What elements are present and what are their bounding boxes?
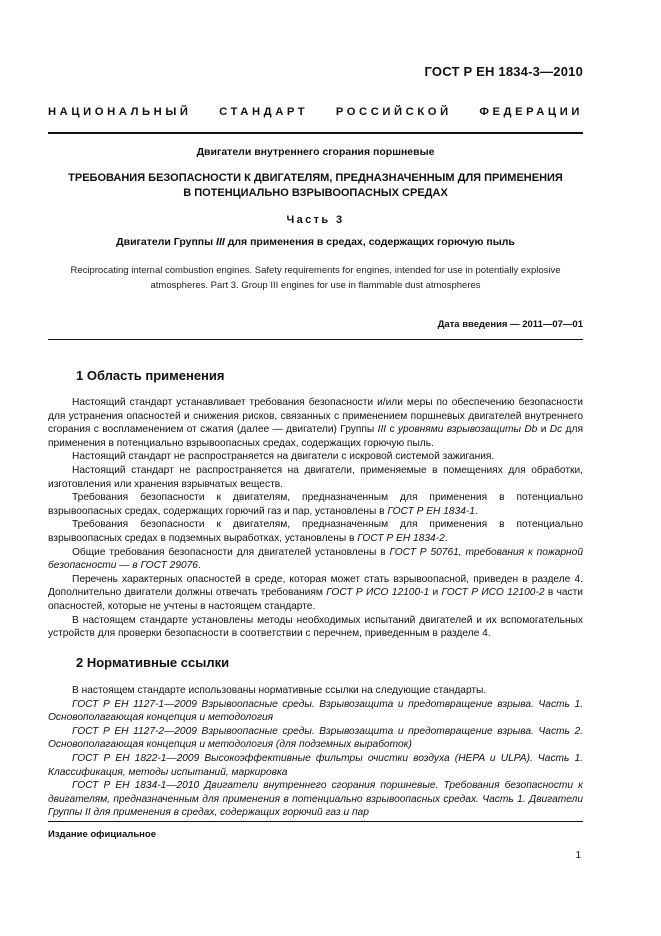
paragraph	[48, 396, 583, 450]
title-line-2: В ПОТЕНЦИАЛЬНО ВЗРЫВООПАСНЫХ СРЕДАХ	[183, 187, 448, 199]
paragraph	[48, 518, 583, 545]
standard-reference: ГОСТ Р ЕН 1834-1	[387, 505, 475, 517]
english-title	[48, 263, 583, 293]
date-divider	[48, 339, 583, 340]
title-line-1: ТРЕБОВАНИЯ БЕЗОПАСНОСТИ К ДВИГАТЕЛЯМ, ПРЕДНАЗНАЧЕННЫМ ДЛЯ ПРИМЕНЕНИЯ	[68, 172, 563, 184]
page-number: 1	[575, 850, 581, 861]
edition-label: Издание официальное	[48, 829, 156, 840]
text: Dc	[549, 424, 563, 436]
text: уровнями взрывозащиты Db	[397, 424, 538, 436]
document-title	[48, 171, 583, 201]
gost-number: ГОСТ Р ЕН 1834-3—2010	[424, 64, 583, 79]
text: в части опасностей, которые не учтены в настоящем стандарте.	[48, 587, 583, 612]
footer-divider	[48, 821, 583, 822]
paragraph	[48, 573, 583, 614]
text: для применения в потенциально взрывоопасных средах, содержащих горючую пыль.	[48, 424, 583, 449]
standard-reference: ГОСТ Р ИСО 12100-2	[441, 587, 545, 599]
english-title-line-1: Reciprocating internal combustion engines. Safety requirements for engines, intended for use in potentially explosive	[70, 265, 561, 276]
national-standard-heading: НАЦИОНАЛЬНЫЙ СТАНДАРТ РОССИЙСКОЙ ФЕДЕРАЦИИ	[48, 106, 583, 118]
reference-item: ГОСТ Р ЕН 1127-2—2009 Взрывоопасные среды. Взрывозащита и предотвращение взрыва. Часть 2. Основополагающая концепция и методология (для подземных выработок)	[48, 725, 583, 751]
english-title-line-2: atmospheres. Part 3. Group III engines for use in flammable dust atmospheres	[150, 280, 481, 291]
text: .	[474, 505, 478, 517]
part-number: Часть 3	[286, 214, 345, 226]
paragraph	[48, 546, 583, 573]
standard-reference: ГОСТ Р 50761, требования к пожарной безопасности — в ГОСТ 29076	[48, 546, 583, 572]
introduction-date: Дата введения — 2011—07—01	[437, 319, 583, 330]
reference-item: ГОСТ Р ЕН 1127-1—2009 Взрывоопасные среды. Взрывозащита и предотвращение взрыва. Часть 1. Основополагающая концепция и методология	[48, 698, 583, 724]
text: Перечень характерных опасностей в среде, которая может стать взрывоопасной, приведен в разделе 4. Дополнительно двигатели должны отвечать требованиям	[48, 573, 583, 599]
document-subtitle: Двигатели внутреннего сгорания поршневые	[196, 146, 435, 158]
part-title	[48, 236, 583, 248]
text: Требования безопасности к двигателям, предназначенным для применения в потенциально взрывоопасных средах в подземных выработках, установлены в	[48, 519, 583, 544]
reference-item: ГОСТ Р ЕН 1822-1—2009 Высокоэффективные фильтры очистки воздуха (HEPA и ULPA). Часть 1. Классификация, методы испытаний, маркировка	[48, 752, 583, 778]
text: .	[444, 532, 448, 544]
part-title-text: Двигатели Группы	[116, 236, 217, 248]
text: .	[197, 560, 201, 572]
section-2-body	[48, 684, 583, 820]
paragraph: Настоящий стандарт не распространяется на двигатели, применяемые в помещениях для обработки, изготовления или хранения взрывчатых веществ.	[48, 464, 583, 490]
reference-item: ГОСТ Р ЕН 1834-1—2010 Двигатели внутреннего сгорания поршневые. Требования безопасности к двигателям, предназначенным для применения в потенциально взрывоопасных средах. Часть 1. Двигатели Группы II для применения в средах, содержащих горючий газ и пар	[48, 780, 583, 819]
paragraph	[48, 491, 583, 518]
text: Настоящий стандарт устанавливает требования безопасности и/или меры по обеспечению безопасности для устранения опасностей и снижения рисков, связанных с применением поршневых двигателей внутреннего сгорания с воспламенением от сжатия (далее — двигатели) Группы	[48, 397, 583, 436]
text: III	[377, 424, 387, 436]
header-divider	[48, 132, 583, 134]
text: Общие требования безопасности для двигателей установлены в	[72, 546, 390, 558]
text: и	[537, 424, 550, 436]
standard-reference: ГОСТ Р ИСО 12100-1	[326, 587, 430, 599]
part-title-group: III	[216, 236, 225, 248]
section-2-heading: 2 Нормативные ссылки	[76, 655, 230, 670]
paragraph: В настоящем стандарте установлены методы необходимых испытаний двигателей и их вспомогательных устройств для проверки безопасности в соответствии с перечнем, приведенным в разделе 4.	[48, 614, 583, 640]
text: Требования безопасности к двигателям, предназначенным для применения в потенциально взрывоопасных средах, содержащих горючий газ и пар, установлены в	[48, 492, 583, 517]
text: с	[386, 424, 398, 436]
standard-reference: ГОСТ Р ЕН 1834-2	[357, 532, 445, 544]
part-title-text-end: для применения в средах, содержащих горючую пыль	[224, 236, 515, 248]
section-1-heading: 1 Область применения	[76, 368, 225, 383]
paragraph: В настоящем стандарте использованы нормативные ссылки на следующие стандарты.	[72, 685, 487, 696]
paragraph: Настоящий стандарт не распространяется на двигатели с искровой системой зажигания.	[72, 451, 495, 463]
section-1-body	[48, 396, 583, 641]
text: и	[429, 587, 442, 599]
